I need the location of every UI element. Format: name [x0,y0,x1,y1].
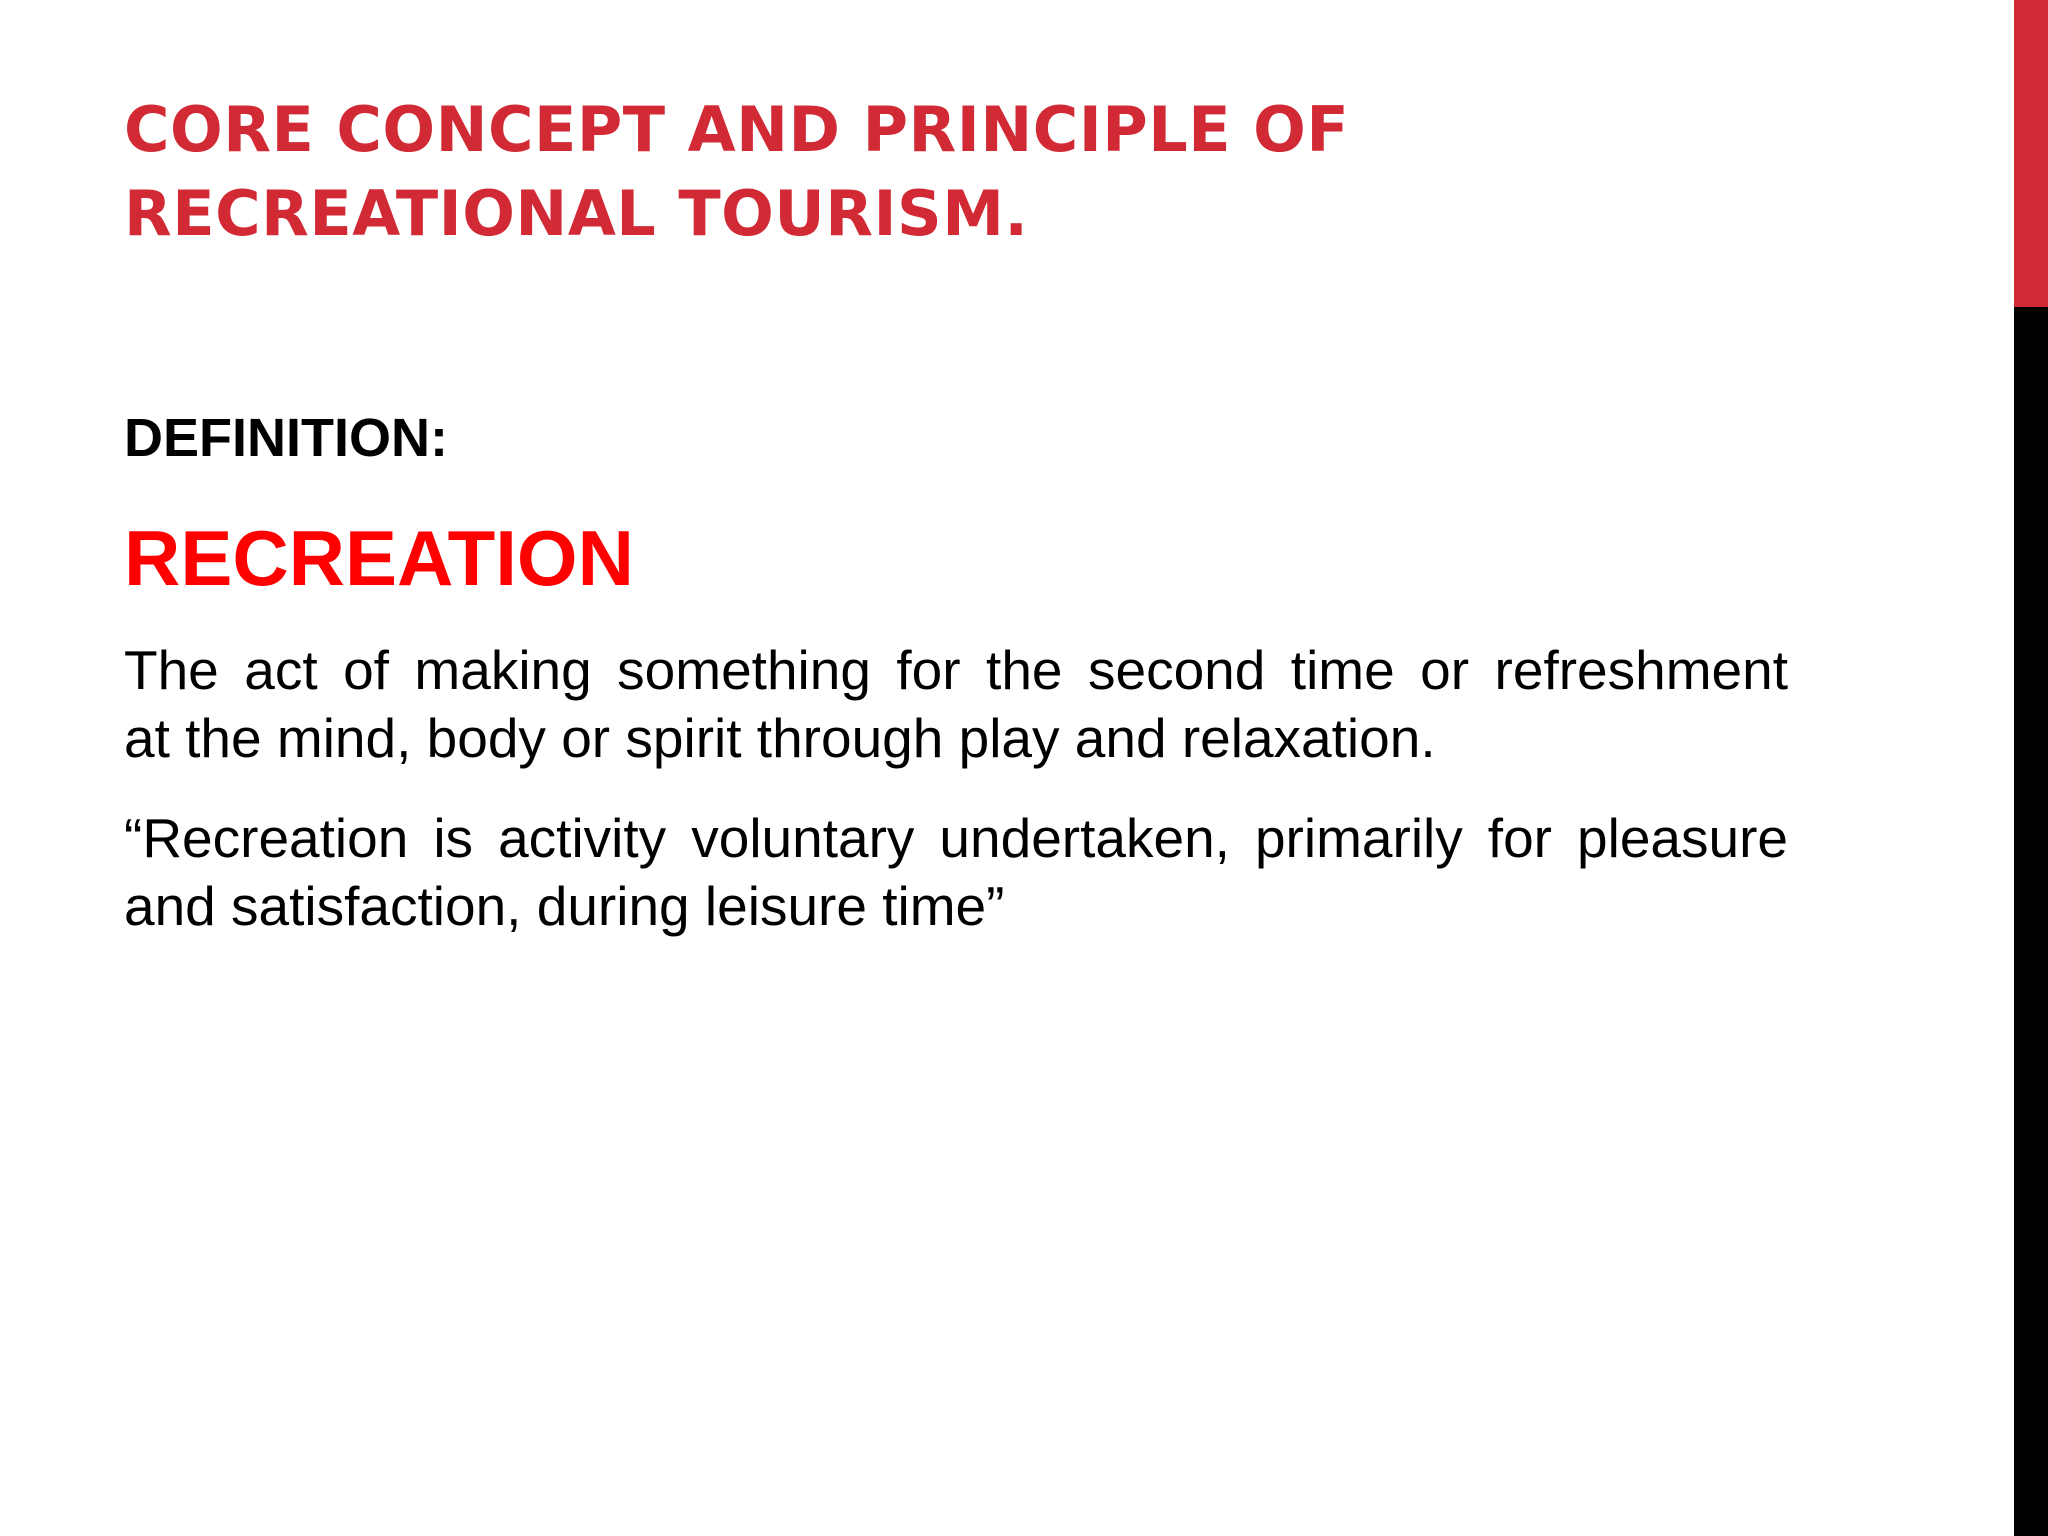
definition-paragraph [124,636,1788,772]
quote-paragraph [124,804,1788,940]
quote-line-2: and satisfaction, during leisure time” [124,875,1005,937]
accent-bar-bottom [2014,307,2048,1536]
term-heading: RECREATION [124,514,634,602]
definition-line-2: at the mind, body or spirit through play and relaxation. [124,707,1436,769]
slide-title [124,88,1824,256]
definition-line-1: The act of making something for the second time or refreshment [124,639,1788,701]
accent-bar-top [2014,0,2048,307]
quote-line-1: “Recreation is activity voluntary undertaken, primarily for pleasure [124,807,1788,869]
title-line-1: CORE CONCEPT AND PRINCIPLE OF [124,93,1350,166]
definition-label: DEFINITION: [124,408,448,468]
title-line-2: RECREATIONAL TOURISM. [124,177,1029,250]
